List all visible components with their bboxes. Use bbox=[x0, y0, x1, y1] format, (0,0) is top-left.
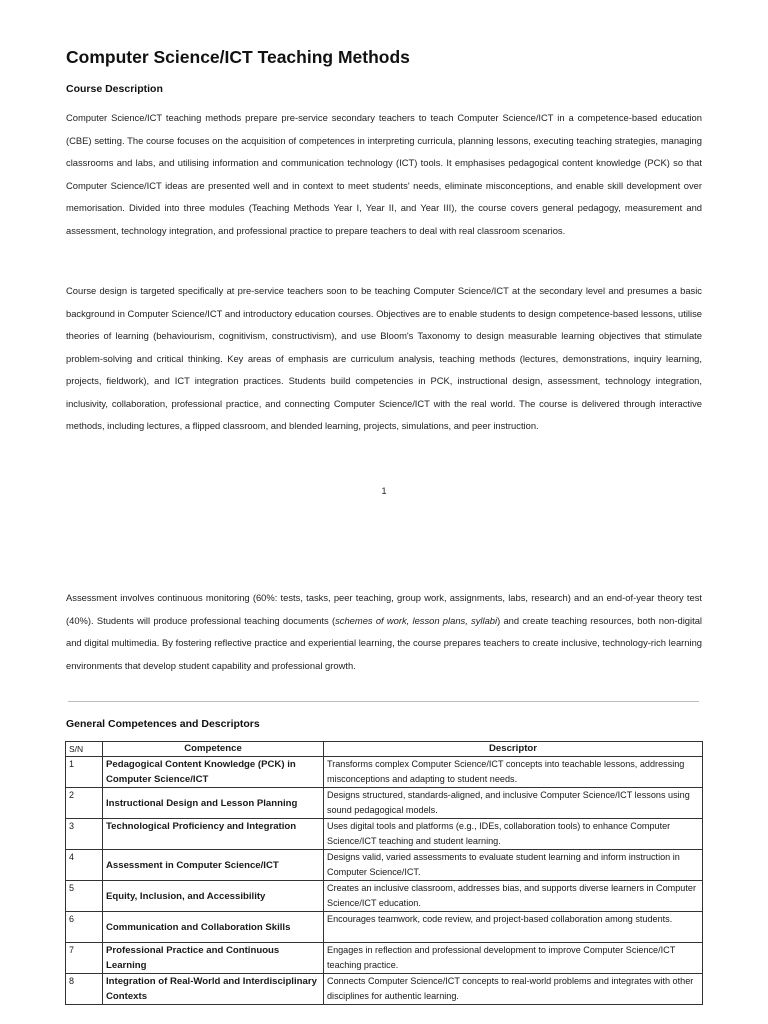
row-competence: Equity, Inclusion, and Accessibility bbox=[103, 881, 324, 912]
table-row bbox=[66, 881, 703, 912]
table-row bbox=[66, 819, 703, 850]
row-sn: 4 bbox=[66, 850, 103, 881]
table-header-row bbox=[66, 742, 703, 757]
competences-heading: General Competences and Descriptors bbox=[66, 718, 260, 730]
row-competence: Pedagogical Content Knowledge (PCK) in Computer Science/ICT bbox=[103, 757, 324, 788]
table-row bbox=[66, 912, 703, 943]
row-sn: 1 bbox=[66, 757, 103, 788]
column-header-descriptor: Descriptor bbox=[324, 742, 703, 757]
row-competence: Communication and Collaboration Skills bbox=[103, 912, 324, 943]
row-sn: 6 bbox=[66, 912, 103, 943]
row-sn: 5 bbox=[66, 881, 103, 912]
row-descriptor: Uses digital tools and platforms (e.g., IDEs, collaboration tools) to enhance Computer Science/ICT teaching and student learning. bbox=[324, 819, 703, 850]
row-competence: Technological Proficiency and Integration bbox=[103, 819, 324, 850]
row-descriptor: Designs structured, standards-aligned, and inclusive Computer Science/ICT lessons using sound pedagogical models. bbox=[324, 788, 703, 819]
row-competence: Integration of Real-World and Interdisciplinary Contexts bbox=[103, 974, 324, 1005]
table-row bbox=[66, 850, 703, 881]
row-sn: 7 bbox=[66, 943, 103, 974]
course-description-paragraph-2: Course design is targeted specifically at pre-service teachers soon to be teaching Computer Science/ICT at the secondary level and presumes a basic background in Computer Science/ICT and introductory education courses. Objectives are to enable students to design competence-based lessons, utilise theories of learning (behaviourism, cognitivism, constructivism), and use Bloom's Taxonomy to design measurable learning objectives that stimulate problem-solving and critical thinking. Key areas of emphasis are curriculum analysis, teaching methods (lectures, demonstrations, inquiry learning, projects, fieldwork), and ICT integration practices. Students build competencies in PCK, instructional design, assessment, technology integration, inclusivity, collaboration, professional practice, and connecting Computer Science/ICT with the real world. The course is delivered through interactive methods, including lectures, a flipped classroom, and blended learning, projects, simulations, and peer instruction. bbox=[66, 285, 702, 431]
table-row bbox=[66, 788, 703, 819]
row-sn: 3 bbox=[66, 819, 103, 850]
row-descriptor: Transforms complex Computer Science/ICT concepts into teachable lessons, addressing misconceptions and adapting to student needs. bbox=[324, 757, 703, 788]
row-descriptor: Creates an inclusive classroom, addresses bias, and supports diverse learners in Computer Science/ICT education. bbox=[324, 881, 703, 912]
page-title: Computer Science/ICT Teaching Methods bbox=[66, 47, 410, 67]
column-header-competence: Competence bbox=[103, 742, 324, 757]
table-row bbox=[66, 757, 703, 788]
assessment-paragraph bbox=[66, 587, 702, 677]
section-divider bbox=[68, 701, 699, 702]
row-competence: Professional Practice and Continuous Learning bbox=[103, 943, 324, 974]
row-descriptor: Connects Computer Science/ICT concepts to real-world problems and integrates with other disciplines for authentic learning. bbox=[324, 974, 703, 1005]
page-number: 1 bbox=[381, 486, 387, 496]
row-sn: 8 bbox=[66, 974, 103, 1005]
course-description-heading: Course Description bbox=[66, 83, 163, 95]
table-row bbox=[66, 974, 703, 1005]
row-competence: Assessment in Computer Science/ICT bbox=[103, 850, 324, 881]
row-descriptor: Designs valid, varied assessments to evaluate student learning and inform instruction in Computer Science/ICT. bbox=[324, 850, 703, 881]
row-descriptor: Engages in reflection and professional development to improve Computer Science/ICT teaching practice. bbox=[324, 943, 703, 974]
table-row bbox=[66, 943, 703, 974]
column-header-sn: S/N bbox=[66, 742, 103, 757]
row-descriptor: Encourages teamwork, code review, and project-based collaboration among students. bbox=[324, 912, 703, 943]
assessment-text-part-2: ) and create teaching resources, both non-digital and digital multimedia. By fostering reflective practice and experiential learning, the course prepares teachers to create inclusive, technology-rich learning environments that develop student capability and professional growth. bbox=[66, 614, 702, 671]
assessment-documents-italic: schemes of work, lesson plans, syllabi bbox=[335, 614, 498, 626]
row-competence: Instructional Design and Lesson Planning bbox=[103, 788, 324, 819]
row-sn: 2 bbox=[66, 788, 103, 819]
competences-table bbox=[65, 741, 703, 1005]
assessment-text-part-1: Assessment involves continuous monitoring (60%: tests, tasks, peer teaching, group work, assignments, labs, research) and an end-of-year theory test (40%). Students will produce professional teaching documents ( bbox=[66, 592, 702, 626]
course-description-paragraph-1: Computer Science/ICT teaching methods prepare pre-service secondary teachers to teach Computer Science/ICT in a competence-based education (CBE) setting. The course focuses on the acquisition of competences in interpreting curricula, planning lessons, executing teaching strategies, managing classrooms and labs, and utilising information and communication technology (ICT) tools. It emphasises pedagogical content knowledge (PCK) so that Computer Science/ICT ideas are presented well and in context to meet students' needs, eliminate misconceptions, and enable skill development over memorisation. Divided into three modules (Teaching Methods Year I, Year II, and Year III), the course covers general pedagogy, measurement and assessment, technology integration, and professional practice to prepare teachers to deal with real classroom scenarios. bbox=[66, 112, 702, 236]
